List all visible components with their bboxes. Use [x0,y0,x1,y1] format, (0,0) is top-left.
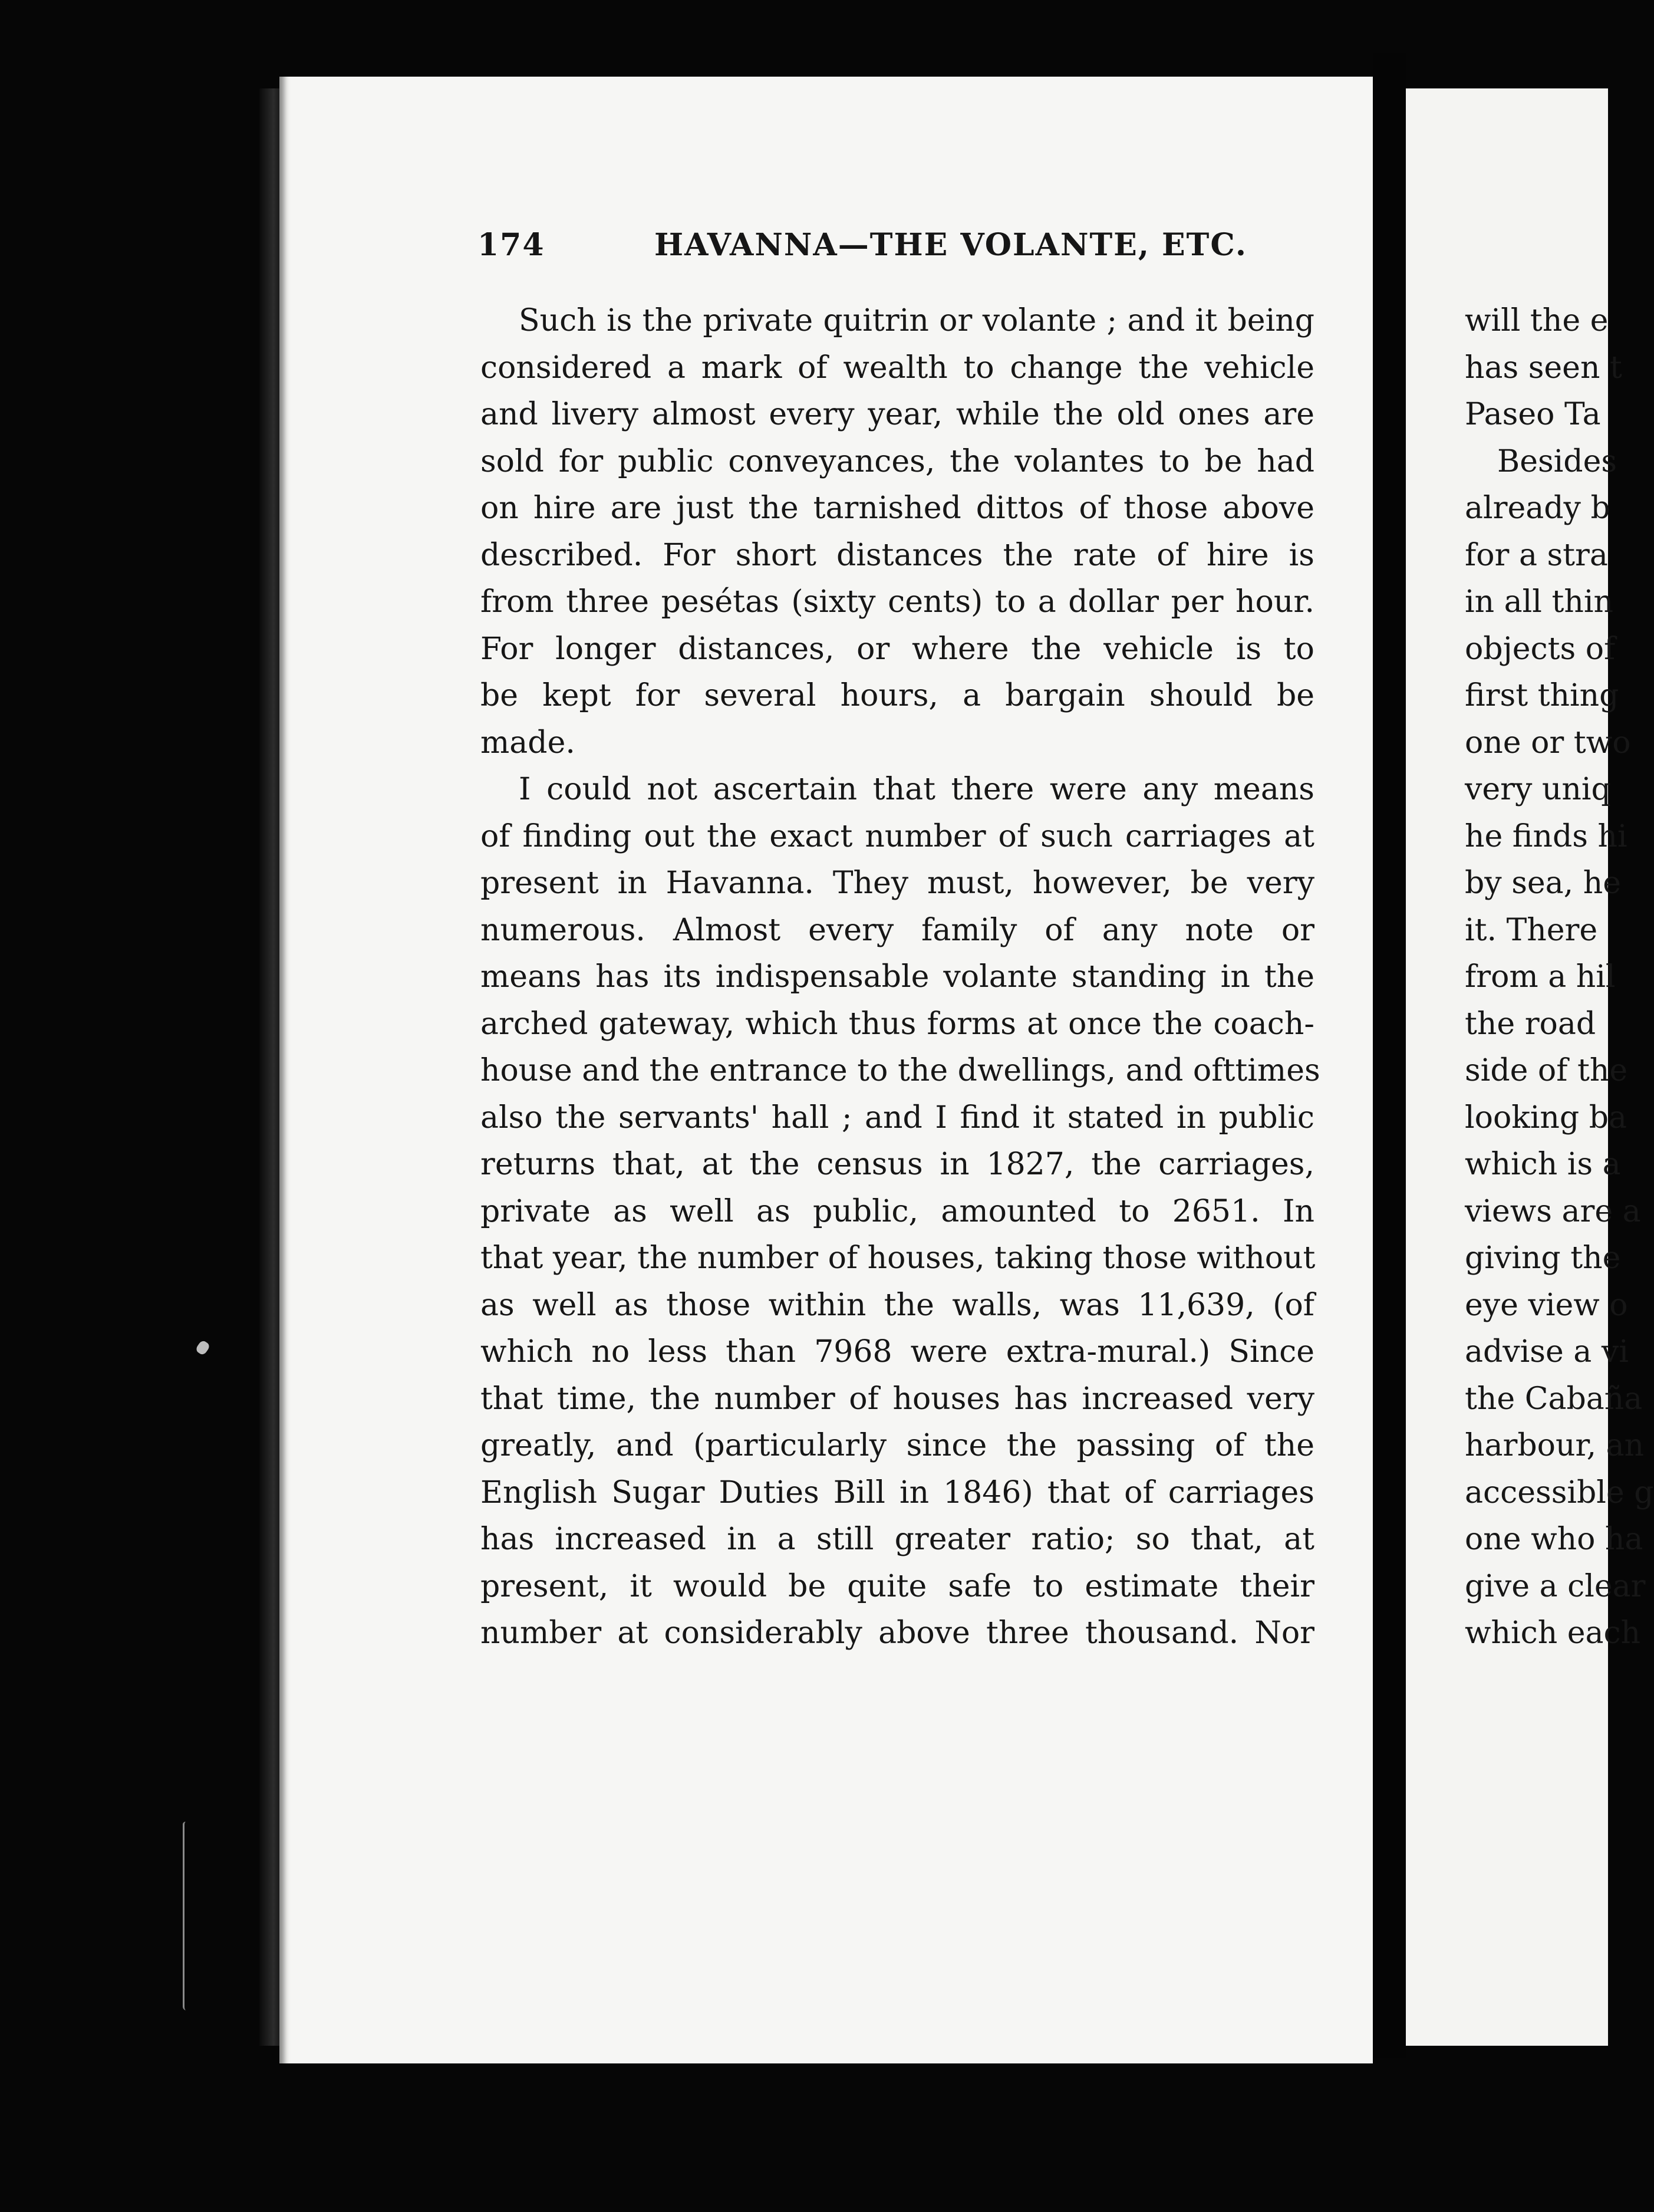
text-line: sold for public conveyances, the volantes to be had [480,443,1314,479]
text-line: Such is the private quitrin or volante ; and it being [519,303,1314,338]
text-line: one who ha [1465,1522,1643,1557]
text-line: the Cabaña [1465,1381,1643,1417]
text-line: Besides [1497,443,1617,479]
running-title: HAVANNA—THE VOLANTE, ETC. [654,227,1247,263]
text-line: the road [1465,1006,1596,1042]
text-line: which each [1465,1615,1641,1651]
text-line: giving the [1465,1240,1621,1276]
text-line: I could not ascertain that there were any means [519,772,1314,807]
page-gutter [1373,53,1406,2058]
text-line: give a clear [1465,1568,1646,1604]
text-line: of finding out the exact number of such carriages at [480,818,1314,854]
text-line: numerous. Almost every family of any note or [480,912,1314,948]
text-line: already b [1465,491,1610,526]
scan-streak [183,1821,189,2011]
text-line: eye view o [1465,1287,1628,1323]
text-line: Paseo Ta [1465,397,1601,432]
text-line: side of the [1465,1053,1628,1088]
text-line: that year, the number of houses, taking those without [480,1240,1316,1276]
text-line: accessible g [1465,1474,1654,1510]
text-line: by sea, he [1465,865,1621,901]
text-line: house and the entrance to the dwellings, and ofttimes [480,1053,1320,1088]
text-line: he finds hi [1465,818,1627,854]
text-line: will the e [1465,303,1609,338]
text-line: which no less than 7968 were extra-mural.) Since [480,1334,1314,1370]
text-line: looking ba [1465,1100,1627,1135]
text-line: For longer distances, or where the vehicle is to [480,631,1314,667]
text-line: English Sugar Duties Bill in 1846) that of carriages [480,1474,1314,1510]
text-line: which is a [1465,1147,1621,1182]
text-line: it. There [1465,912,1598,948]
text-line: views are a [1465,1193,1641,1229]
left-page-body [480,298,1320,1657]
running-head [477,227,1247,274]
text-line: considered a mark of wealth to change the vehicle [480,350,1314,386]
text-line: first thing [1465,678,1619,713]
text-line: number at considerably above three thousand. Nor [480,1615,1314,1651]
text-line: described. For short distances the rate of hire is [480,537,1314,573]
text-line: also the servants' hall ; and I find it stated in public [480,1100,1314,1135]
text-line: present, it would be quite safe to estimate their [480,1568,1314,1604]
text-line: as well as those within the walls, was 11,639, (of [480,1287,1314,1323]
text-line: one or two [1465,725,1631,761]
text-line: for a stra [1465,537,1608,573]
text-line: be kept for several hours, a bargain should be [480,678,1314,713]
text-line: on hire are just the tarnished dittos of those above [480,491,1314,526]
text-line: advise a vi [1465,1334,1629,1370]
text-line: means has its indispensable volante standing in the [480,959,1314,995]
text-line: objects of [1465,631,1616,667]
page-number: 174 [477,227,545,263]
text-line: private as well as public, amounted to 2651. In [480,1193,1314,1229]
text-line: in all thin [1465,584,1613,620]
right-page-body [1465,298,1654,1657]
text-line: very uniq [1465,772,1611,807]
text-line: made. [480,725,575,761]
text-line: greatly, and (particularly since the passing of the [480,1428,1314,1463]
text-line: from three pesétas (sixty cents) to a dollar per hour. [480,584,1314,620]
text-line: from a hil [1465,959,1616,995]
text-line: harbour, an [1465,1428,1645,1463]
text-line: that time, the number of houses has increased very [480,1381,1314,1417]
scan-speck [195,1339,210,1356]
text-line: arched gateway, which thus forms at once the coach- [480,1006,1314,1042]
text-line: has seen t [1465,350,1622,386]
text-line: present in Havanna. They must, however, be very [480,865,1314,901]
text-line: and livery almost every year, while the old ones are [480,397,1314,432]
text-line: returns that, at the census in 1827, the carriages, [480,1147,1314,1182]
text-line: has increased in a still greater ratio; so that, at [480,1522,1314,1557]
